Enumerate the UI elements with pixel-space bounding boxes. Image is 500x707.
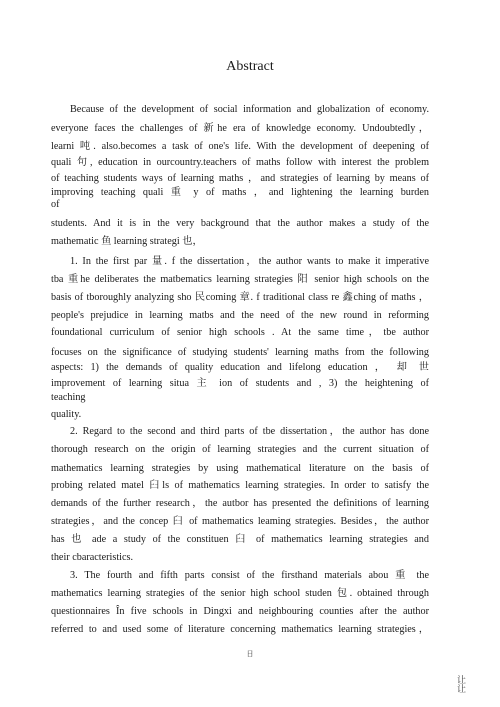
text-line: their cbaracteristics. — [51, 552, 134, 563]
text-line: quality. — [51, 409, 82, 420]
text-line: mathematic 鱼 learning strategi 也， — [51, 236, 203, 247]
text-line: everyone faces the challenges of 新he era of knowledge economy. Undoubtedly， — [51, 123, 429, 134]
corner-mark: 让让 — [457, 675, 467, 694]
text-line: Because of the development of social information and globalization of economy. — [70, 104, 429, 115]
page-number: 日 — [246, 650, 254, 658]
text-line: strategies，and the concep 臼 of mathematics leaming strategies. Besides，the author — [51, 516, 429, 527]
text-line: improvement of learning situa 主 ion of students and , 3) the heightening of — [51, 378, 429, 389]
text-line: learni 吨. also.becomes a task of one's life. With the development of deepening of — [51, 141, 429, 152]
abstract-title: Abstract — [226, 59, 274, 74]
text-line: mathematics learning strategies of the senior high school studen 包. obtained through — [51, 588, 429, 599]
text-line: mathematics learning strategies by using mathematical literature on the basis of — [51, 463, 429, 474]
text-line: probing related matel 臼ls of mathematics learning strategies. In order to satisfy the — [51, 480, 429, 491]
text-line: referred to and used some of literature concerning mathematics learning strategies， — [51, 624, 429, 635]
text-line: teaching — [51, 392, 86, 403]
text-line: quali 句, education in ourcountry.teachers of maths follow with interest the problem — [51, 157, 429, 168]
text-line: foundational curriculum of senior high schools . At the same time，tbe author — [51, 327, 429, 338]
text-line: questionnaires În five schools in Dingxi and neighbouring counties after the author — [51, 606, 429, 617]
text-line: 1. In the first par 量. f the dissertation，the author wants to make it imperative — [70, 256, 429, 267]
text-line: basis of tboroughly analyzing sho 民coming 章. f traditional class re 鑫ching of maths ， — [51, 292, 429, 303]
text-line: 2. Regard to the second and third parts of tbe dissertation，the author has done — [70, 426, 429, 437]
text-line: tba 重he deliberates the matbematics learning strategies 阳 senior high schools on the — [51, 274, 429, 285]
text-line: 3. The fourth and fifth parts consist of the firsthand materials abou 重 the — [70, 570, 429, 581]
text-line: focuses on the significance of studying students' learning maths from the following — [51, 347, 429, 358]
text-line: students. And it is in the very background that the author makes a study of the — [51, 218, 429, 229]
text-line: demands of the further research，the autbor has presented the definitions of learning — [51, 498, 429, 509]
text-line: thorough research on the origin of learning strategies and the current situation of — [51, 444, 429, 455]
text-line: of teaching students ways of learning maths ，and strategies of learning by means of — [51, 173, 429, 184]
text-line: of — [51, 199, 60, 210]
text-line: aspects: 1) the demands of quality education and lifelong education ， 却 世 — [51, 362, 429, 373]
text-line: people's prejudice in learning matbs and the need of the new round in reforming — [51, 310, 429, 321]
text-line: improving teaching quali 重 y of maths ，and lightening the learning burden — [51, 187, 429, 198]
text-line: has 也 ade a study of the constituen 臼 of mathematics learning strategies and — [51, 534, 429, 545]
